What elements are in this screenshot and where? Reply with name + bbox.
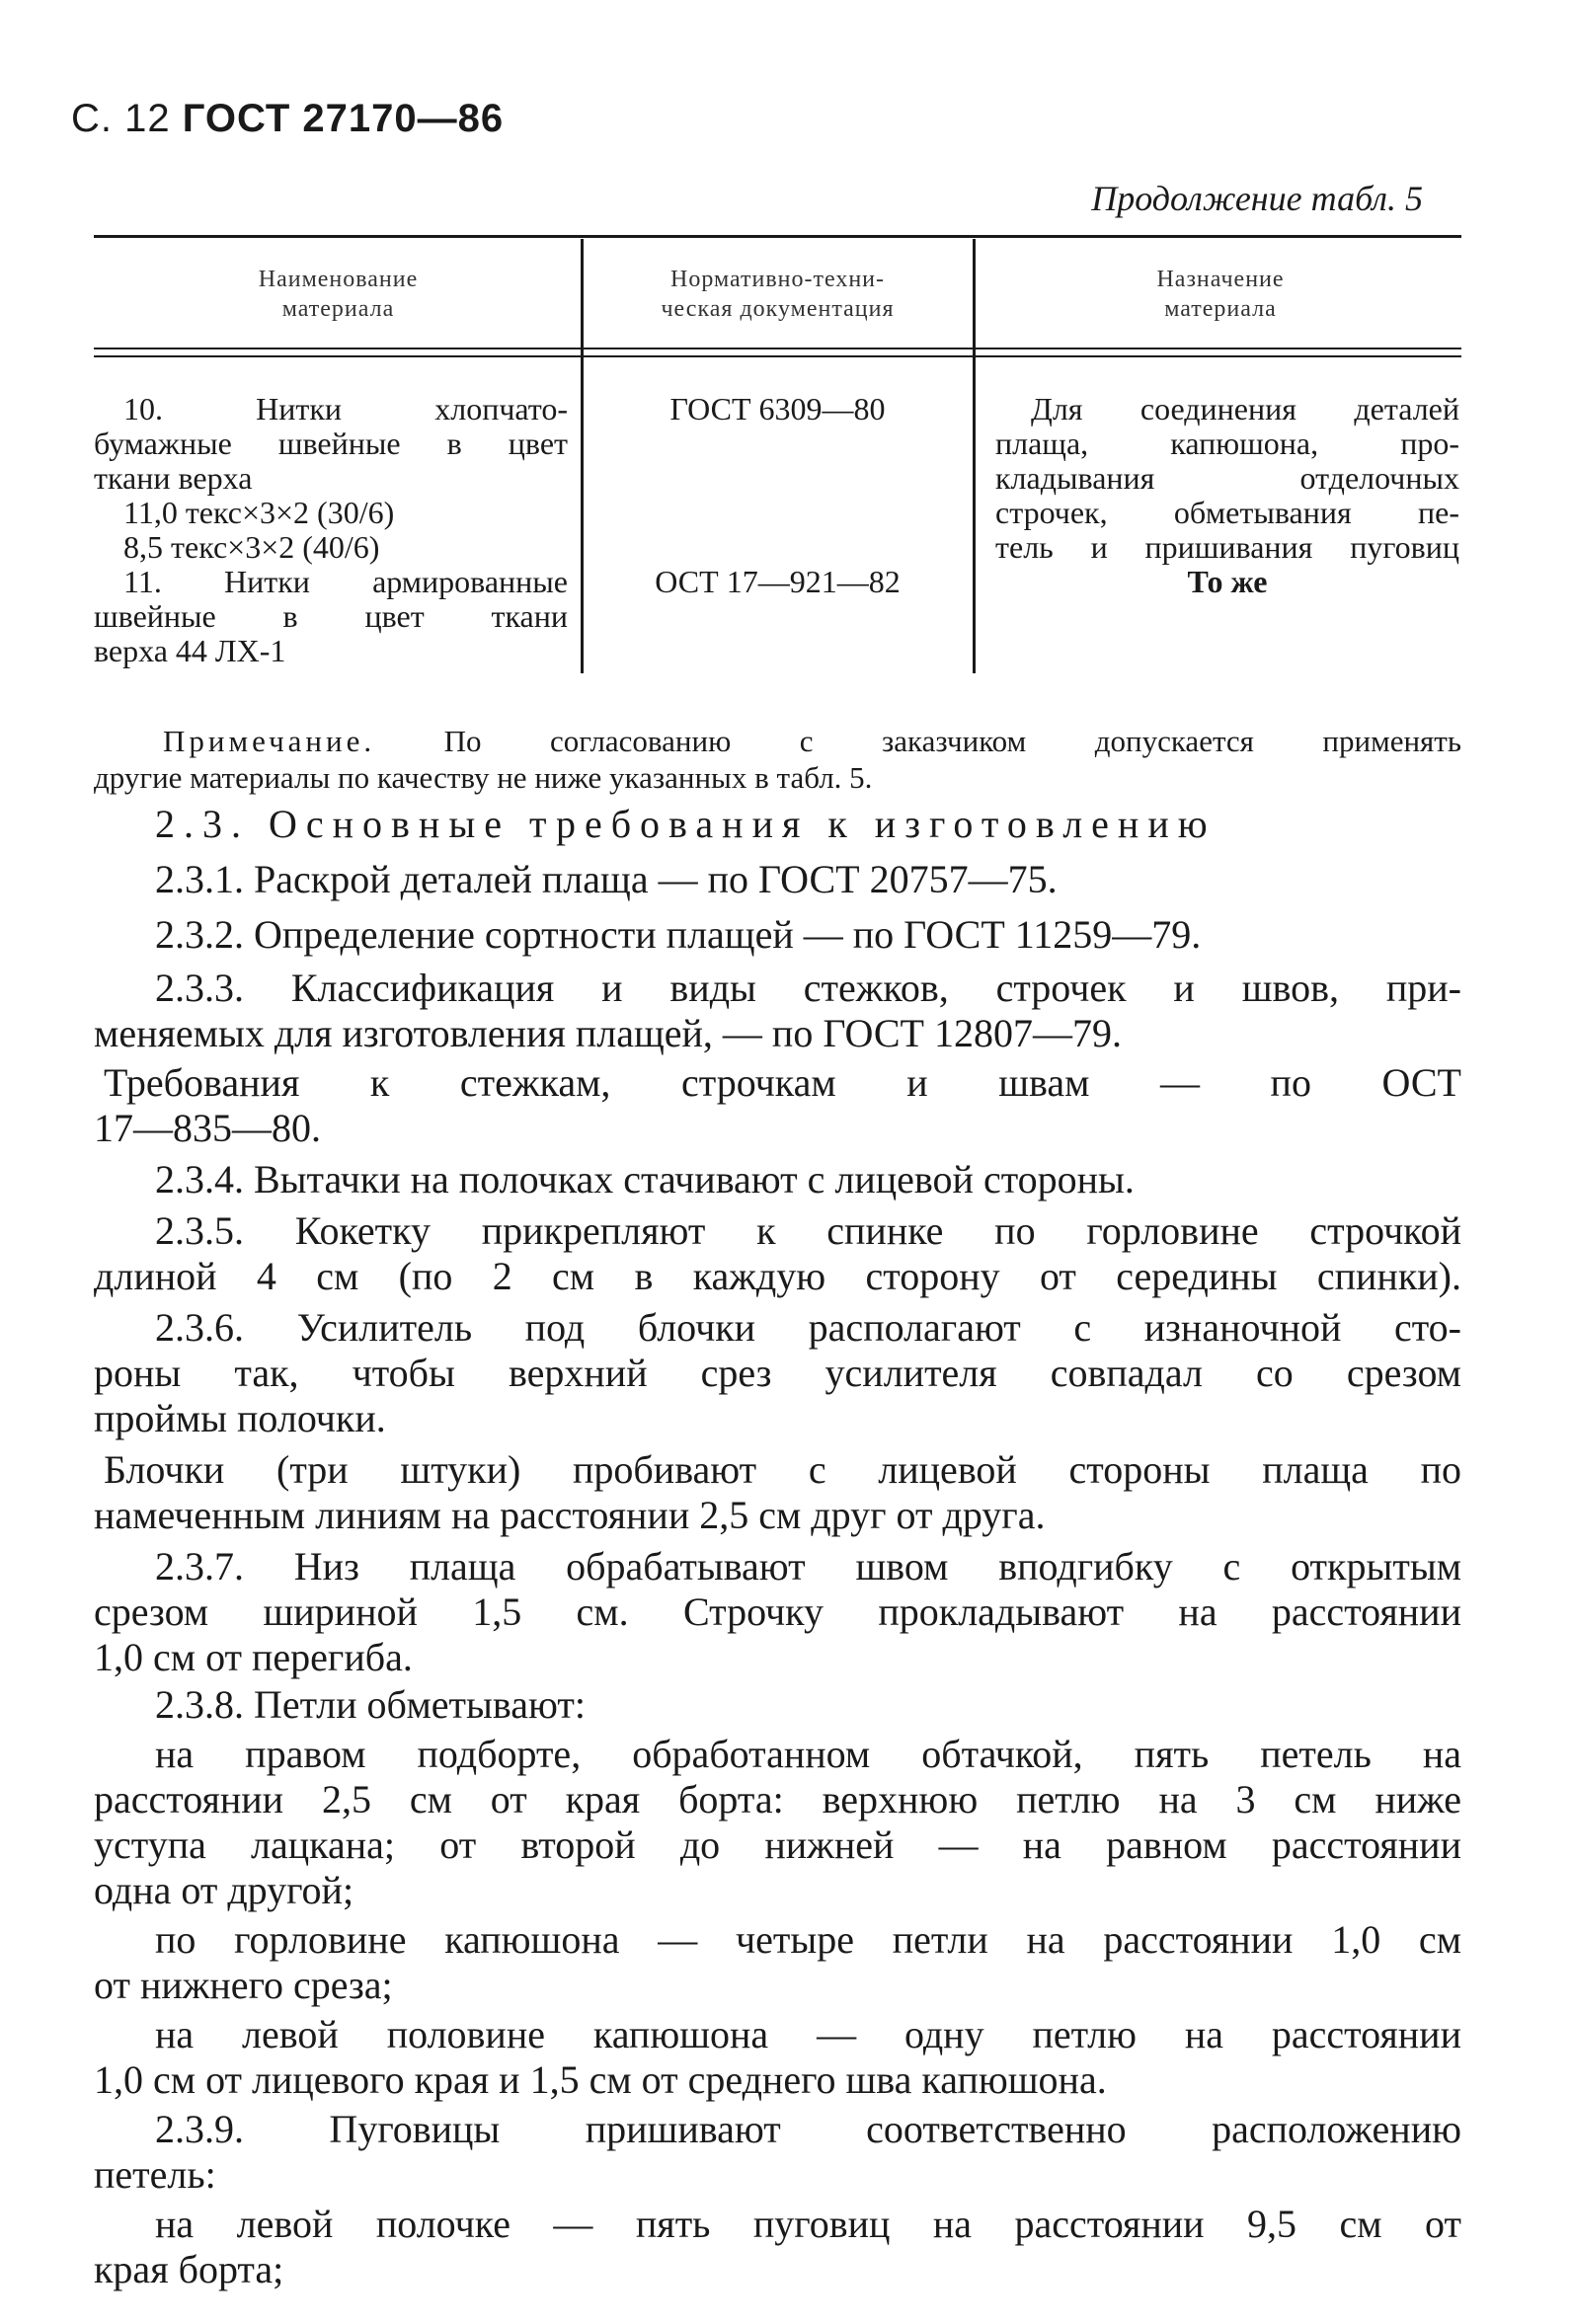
table-row-11-name: 11. Нитки армированные швейные в цвет ткани верха 44 ЛХ-1 xyxy=(94,564,568,668)
table-header-rule-2 xyxy=(94,355,1461,357)
column-header-purpose: Назначение материала xyxy=(1156,267,1285,322)
column-header-name: Наименование материала xyxy=(258,267,419,322)
note-label: Примечание. xyxy=(163,724,376,758)
table-continuation-label: Продолжение табл. 5 xyxy=(1091,179,1423,218)
table-note: Примечание. По согласованию с заказчиком допускается применять другие материалы по качеству не ниже указанных в табл. 5. xyxy=(94,724,1461,795)
table-row-10-name: 10. Нитки хлопчато- бумажные швейные в цвет ткани верха 11,0 текс×3×2 (30/6) 8,5 текс×3×2 (40/6) xyxy=(94,391,568,565)
table-header-rule xyxy=(94,348,1461,349)
table-column-divider-2 xyxy=(973,239,976,673)
table-row-11-purpose: То же xyxy=(1187,564,1268,599)
body-text: 2.3. Основные требования к изготовлению 2.3.1. Раскрой деталей плаща — по ГОСТ 20757—75. 2.3.2. Определение сортности плащей — по ГОСТ 11259—79. 2.3.3. Классификация и виды стежков, строчек и швов, при- меняемых для изготовления плащей, — по ГОСТ 12807—79. Требования к стежкам, строчкам и швам — по ОСТ 17—835—80. 2.3.4. Вытачки на полочках стачивают с лицевой стороны. 2.3.5. Кокетку прикрепляют к спинке по горловине строчкой длиной 4 см (по 2 см в каждую сторону от середины спинки). 2.3.6. Усилитель под блочки располагают с изнаночной сто- роны так, чтобы верхний срез усилителя совпадал со срезом проймы полочки. Блочки (три штуки) пробивают с лицевой стороны плаща по намеченным линиям на расстоянии 2,5 см друг от друга. 2.3.7. Низ плаща обрабатывают швом вподгибку с открытым срезом шириной 1,5 см. Строчку прокладывают на расстоянии 1,0 см от перегиба. 2.3.8. Петли обметывают: на правом подборте, обработанном обтачкой, пять петель на расстоянии 2,5 см от края борта: верхнюю петлю на 3 см ниже уступа лацкана; от второй до нижней — на равном расстоянии одна от другой; по горловине капюшона — четыре петли на расстоянии 1,0 см от нижнего среза; на левой половине капюшона — одну петлю на расстоянии 1,0 см от лицевого края и 1,5 см от среднего шва капюшона. 2.3.9. Пуговицы пришивают соответственно расположению петель: на левой полочке — пять пуговиц на расстоянии 9,5 см от края борта; xyxy=(94,802,1461,2291)
column-header-document: Нормативно-техни- ческая документация xyxy=(661,267,895,322)
page-number: С. 12 xyxy=(71,97,171,140)
table-column-divider-1 xyxy=(581,239,584,673)
table-top-rule xyxy=(94,235,1461,238)
table-row-10-purpose: Для соединения деталей плаща, капюшона, про- кладывания отделочных строчек, обметывания пе- тель и пришивания пуговиц xyxy=(995,391,1459,565)
page-header xyxy=(71,97,504,141)
table-row-10-document: ГОСТ 6309—80 xyxy=(669,391,886,426)
section-heading: 2.3. Основные требования к изготовлению xyxy=(155,802,1217,846)
table-row-11-document: ОСТ 17—921—82 xyxy=(655,564,901,599)
standard-number: ГОСТ 27170—86 xyxy=(182,97,505,140)
